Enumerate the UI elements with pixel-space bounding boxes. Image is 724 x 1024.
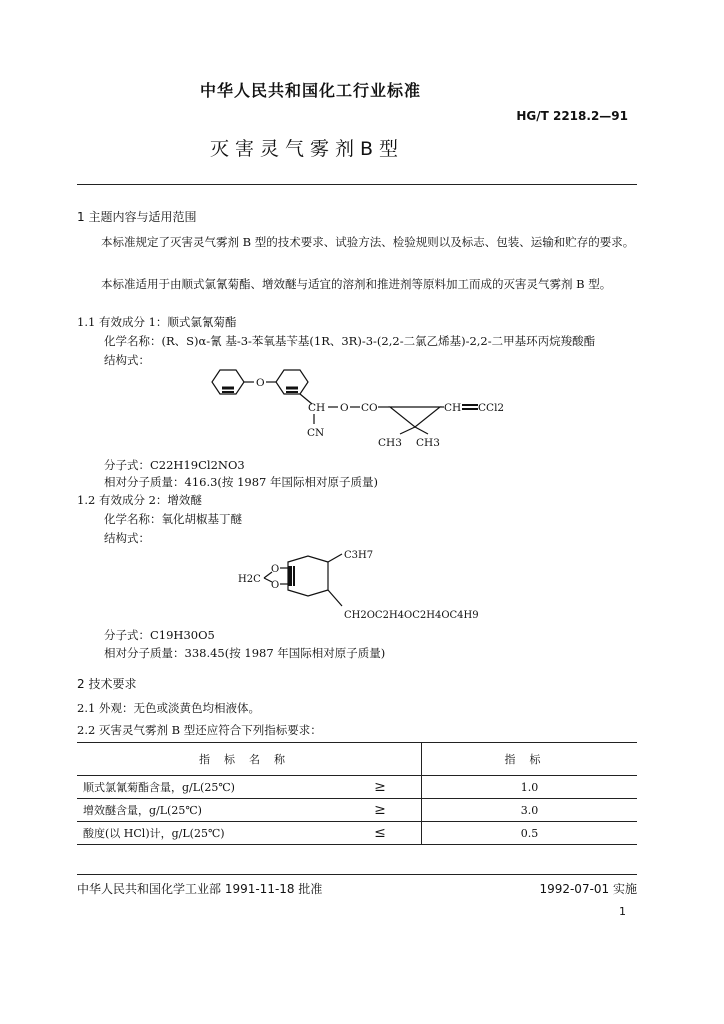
row-operator: ≤	[339, 822, 422, 845]
cyclopropane-ring	[390, 407, 440, 427]
row-operator: ≥	[339, 799, 422, 822]
molecular-weight-1: 相对分子质量：416.3(按 1987 年国际相对原子质量)	[104, 475, 378, 489]
section-2-heading: 2 技术要求	[77, 677, 137, 691]
molecular-weight-2: 相对分子质量：338.45(按 1987 年国际相对原子质量)	[104, 646, 386, 660]
header-indicator-name: 指标名称	[77, 743, 422, 776]
label-ch3-b: CH3	[416, 437, 440, 449]
label-c3h7: C3H7	[344, 550, 374, 561]
label-ch-vinyl: CH	[444, 402, 462, 414]
benzene-ring-1	[212, 370, 244, 394]
row-operator: ≥	[339, 776, 422, 799]
row-name: 酸度(以 HCl)计，g/L(25℃)	[77, 822, 339, 845]
subsection-1-1-heading: 1.1 有效成分 1：顺式氯氰菊酯	[77, 315, 237, 329]
row-name: 顺式氯氰菊酯含量，g/L(25℃)	[77, 776, 339, 799]
approval-date: 中华人民共和国化学工业部 1991-11-18 批准	[77, 882, 323, 896]
label-o-bottom: O	[271, 580, 280, 591]
spec-table	[77, 742, 637, 845]
standard-type: 中华人民共和国化工行业标准	[200, 81, 422, 100]
structure-piperonyl-butoxide	[232, 548, 492, 626]
label-ch: CH	[308, 402, 326, 414]
page-title: 灭害灵气雾剂B型	[210, 138, 405, 160]
table-row	[77, 776, 637, 799]
row-value: 1.0	[422, 776, 638, 799]
label-cn: CN	[307, 427, 325, 439]
section-1-heading: 1 主题内容与适用范围	[77, 210, 197, 224]
formula-2: 分子式：C19H30O5	[104, 628, 215, 642]
label-ch3-a: CH3	[378, 437, 402, 449]
label-o-bridge: O	[256, 377, 265, 389]
standard-number: HG/T 2218.2—91	[516, 109, 628, 123]
chem-name-1: 化学名称：(R、S)α-氰 基-3-苯氧基苄基(1R、3R)-3-(2,2-二氯乙烯基)-2,2-二甲基环丙烷羧酸酯	[104, 334, 596, 348]
subsection-1-2-heading: 1.2 有效成分 2：增效醚	[77, 493, 202, 507]
subsection-2-1: 2.1 外观：无色或淡黄色均相液体。	[77, 701, 260, 715]
label-side-chain: CH2OC2H4OC2H4OC4H9	[344, 610, 479, 621]
benzene-ring-2	[276, 370, 308, 394]
struct-label-2: 结构式：	[104, 531, 150, 545]
row-value: 3.0	[422, 799, 638, 822]
header-indicator-value: 指标	[422, 743, 638, 776]
struct-label-1: 结构式：	[104, 353, 150, 367]
row-name: 增效醚含量，g/L(25℃)	[77, 799, 339, 822]
footer-divider	[77, 874, 637, 875]
label-co: CO	[361, 402, 378, 414]
page-number: 1	[619, 905, 626, 918]
structure-cypermethrin	[200, 362, 520, 454]
table-header-row	[77, 743, 637, 776]
label-ccl2: CCl2	[478, 402, 505, 414]
chem-name-2: 化学名称：氧化胡椒基丁醚	[104, 512, 242, 526]
formula-1: 分子式：C22H19Cl2NO3	[104, 458, 245, 472]
header-divider	[77, 184, 637, 185]
label-o-top: O	[271, 564, 280, 575]
section-1-para-2: 本标准适用于由顺式氯氰菊酯、增效醚与适宜的溶剂和推进剂等原料加工而成的灭害灵气雾剂 B 型。	[101, 277, 612, 291]
row-value: 0.5	[422, 822, 638, 845]
subsection-2-2: 2.2 灭害灵气雾剂 B 型还应符合下列指标要求：	[77, 723, 322, 737]
label-o-ester: O	[340, 402, 349, 414]
table-row	[77, 799, 637, 822]
effective-date: 1992-07-01 实施	[539, 882, 637, 896]
table-row	[77, 822, 637, 845]
section-1-para-1: 本标准规定了灭害灵气雾剂 B 型的技术要求、试验方法、检验规则以及标志、包装、运输和贮存的要求。	[101, 235, 635, 249]
label-h2c: H2C	[238, 574, 261, 585]
